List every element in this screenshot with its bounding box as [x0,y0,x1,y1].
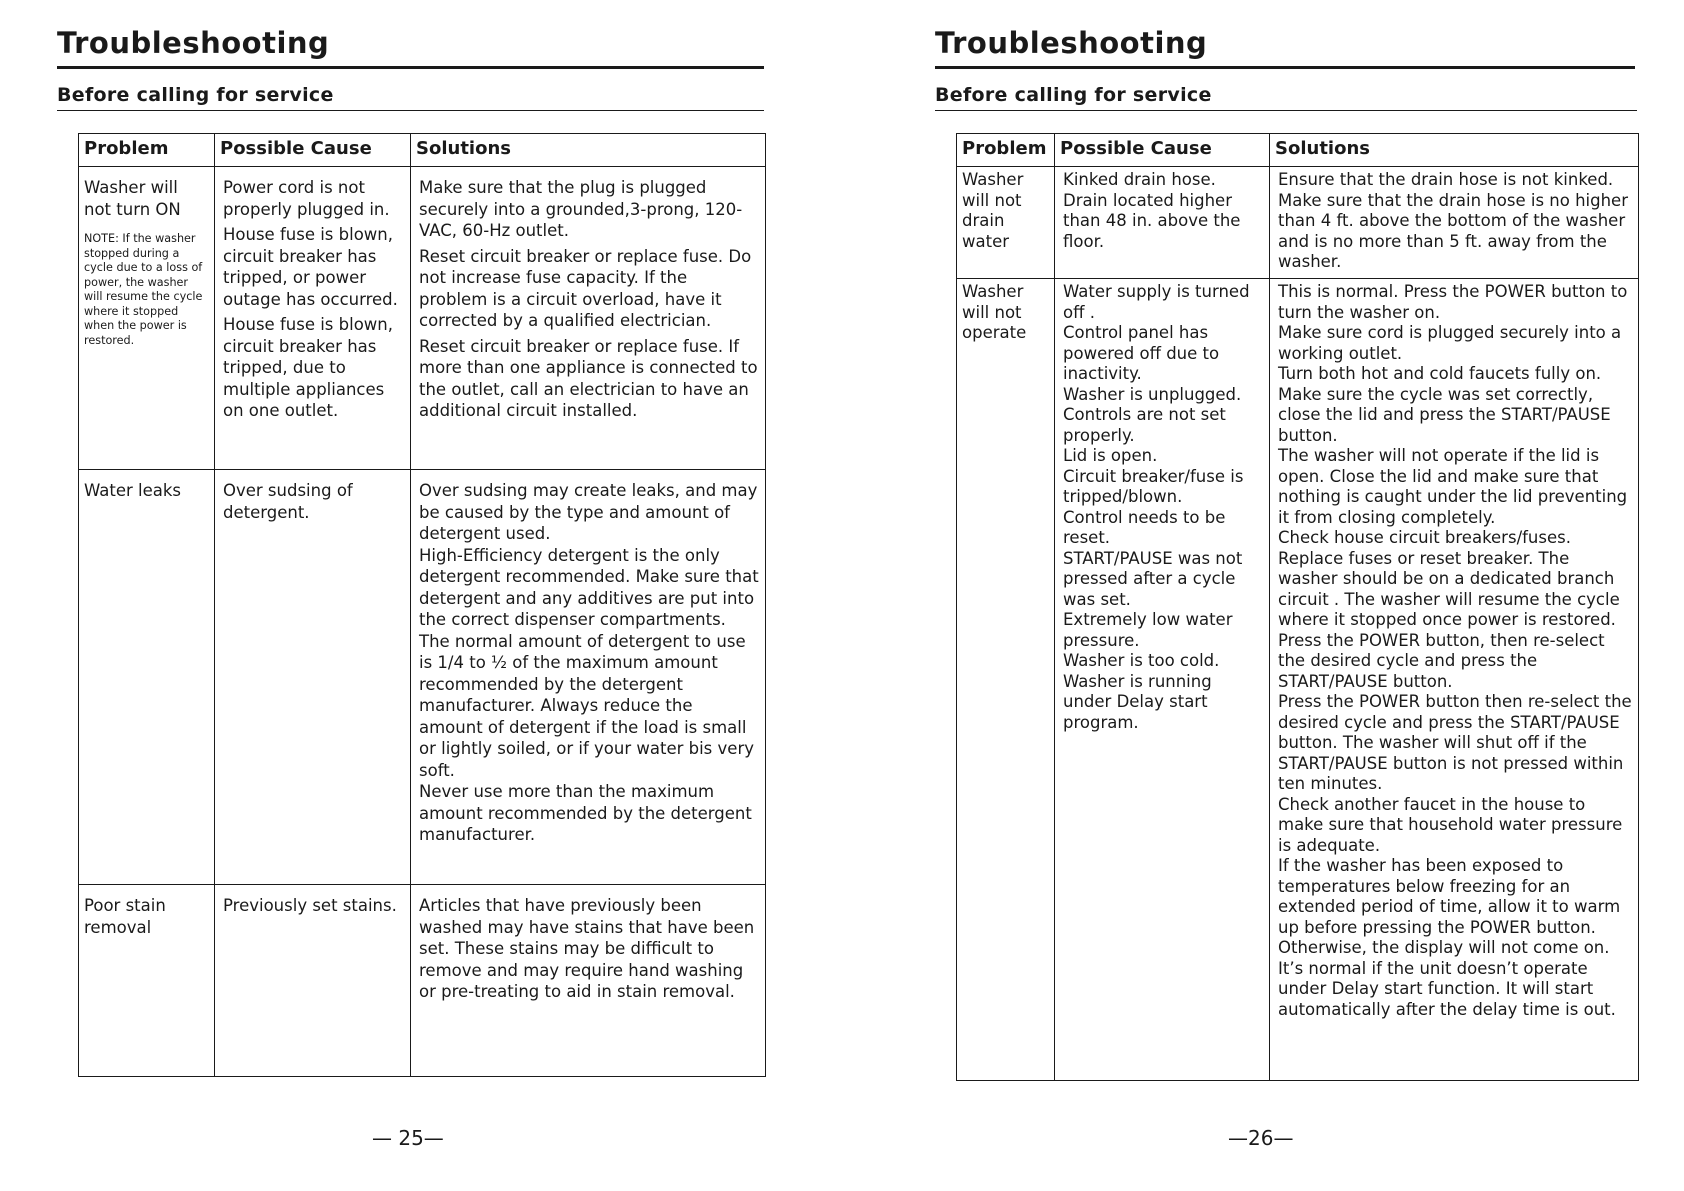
cause-cell [1055,167,1270,279]
solution-item: Ensure that the drain hose is not kinked. [1278,170,1614,189]
cause-item: Circuit breaker/fuse is tripped/blown. [1063,466,1244,506]
page-title: Troubleshooting [935,26,1208,60]
solution-item: Make sure cord is plugged securely into a working outlet. [1278,323,1622,363]
solution-item: Press the POWER button, then re-select the desired cycle and press the START/PAUSE button. [1278,630,1605,691]
cause-item: Water supply is turned off . [1063,282,1250,322]
solution-item: The normal amount of detergent to use is 1/4 to ½ of the maximum amount recommended by the detergent manufacturer. Always reduce the amount of detergent if the load is small or lightly soiled, or if your water bis very soft. [419,631,754,780]
note-text: NOTE: If the washer stopped during a cycle due to a loss of power, the washer will resume the cycle where it stopped when the power is restored. [84,232,203,347]
cause-item: Control needs to be reset. [1063,507,1226,547]
solution-item: High-Efficiency detergent is the only detergent recommended. Make sure that detergent and any additives are put into the correct dispenser compartments. [419,545,759,629]
cause-item: Washer is too cold. [1063,651,1220,670]
page-number: — 25— [372,1126,444,1150]
table-row [79,470,766,885]
title-divider [935,66,1635,69]
solution-item: If the washer has been exposed to temperatures below freezing for an extended period of time, allow it to warm up before pressing the POWER button. Otherwise, the display will not come on. [1278,856,1621,957]
cause-item: Kinked drain hose. [1063,170,1216,189]
troubleshooting-table [78,133,766,1077]
header-cause: Possible Cause [1055,134,1270,167]
problem-cell [957,167,1055,279]
problem-text: Washer will not drain water [962,170,1024,251]
header-cause: Possible Cause [215,134,411,167]
table-header-row [957,134,1639,167]
header-solutions: Solutions [1270,134,1639,167]
solution-item: Make sure the cycle was set correctly, close the lid and press the START/PAUSE button. [1278,384,1611,445]
cause-item: Washer is running under Delay start program. [1063,671,1212,732]
table-row [79,167,766,470]
solution-cell [411,885,766,1077]
solution-cell [411,167,766,470]
cause-cell [215,470,411,885]
problem-text: Washer will not operate [962,282,1027,342]
cause-cell [215,885,411,1077]
problem-cell [79,885,215,1077]
cause-cell [1055,279,1270,1081]
solution-cell [1270,279,1639,1081]
cause-item: House fuse is blown, circuit breaker has tripped, due to multiple appliances on one outlet. [223,315,393,420]
subtitle-divider [935,110,1637,111]
solution-item: This is normal. Press the POWER button to turn the washer on. [1278,282,1628,322]
cause-item: Washer is unplugged. [1063,384,1242,404]
header-solutions: Solutions [411,134,766,167]
header-problem: Problem [79,134,215,167]
solution-cell [1270,167,1639,279]
page-title: Troubleshooting [57,26,330,60]
problem-cell [79,470,215,885]
solution-cell [411,470,766,885]
solution-item: Press the POWER button then re-select the desired cycle and press the START/PAUSE button. The washer will shut off if the START/PAUSE button is not pressed within ten minutes. [1278,692,1632,793]
problem-cell [79,167,215,470]
title-divider [57,66,764,69]
solution-item: It’s normal if the unit doesn’t operate under Delay start function. It will start automatically after the delay time is out. [1278,958,1616,1019]
section-subtitle: Before calling for service [935,84,1212,106]
cause-item: Power cord is not properly plugged in. [223,178,390,219]
cause-item: START/PAUSE was not pressed after a cycle was set. [1063,548,1243,609]
solution-item: Reset circuit breaker or replace fuse. Do not increase fuse capacity. If the problem is a circuit overload, have it corrected by a qualified electrician. [419,246,752,330]
cause-item: Controls are not set properly. [1063,405,1226,445]
cause-item: Control panel has powered off due to inactivity. [1063,323,1220,383]
solution-item: Turn both hot and cold faucets fully on. [1278,364,1602,383]
page-number: —26— [1228,1126,1294,1150]
solution-item: Check house circuit breakers/fuses. Replace fuses or reset breaker. The washer should be on a dedicated branch circuit . The washer will resume the cycle where it stopped once power is restored. [1278,528,1620,629]
solution-item: Never use more than the maximum amount recommended by the detergent manufacturer. [419,782,752,844]
section-subtitle: Before calling for service [57,84,334,106]
cause-cell [215,167,411,470]
page-26 [842,0,1684,1191]
table-row [957,279,1639,1081]
table-row [79,885,766,1077]
cause-item: Drain located higher than 48 in. above the floor. [1063,190,1241,251]
table-row [957,167,1639,279]
cause-item: Extremely low water pressure. [1063,610,1233,650]
solution-item: The washer will not operate if the lid is open. Close the lid and make sure that nothing is caught under the lid preventing it from closing completely. [1278,446,1628,527]
cause-item: Previously set stains. [223,896,397,915]
solution-item: Reset circuit breaker or replace fuse. If more than one appliance is connected to the outlet, call an electrician to have an additional circuit installed. [419,336,758,420]
solution-item: Over sudsing may create leaks, and may be caused by the type and amount of detergent used. [419,481,758,543]
cause-item: Lid is open. [1063,446,1158,465]
cause-item: Over sudsing of detergent. [223,481,353,522]
problem-cell [957,279,1055,1081]
table-header-row [79,134,766,167]
cause-item: House fuse is blown, circuit breaker has tripped, or power outage has occurred. [223,225,398,309]
solution-item: Make sure that the drain hose is no higher than 4 ft. above the bottom of the washer and is no more than 5 ft. away from the washer. [1278,190,1628,271]
problem-text: Poor stain removal [84,896,166,937]
troubleshooting-table [956,133,1639,1081]
problem-text: Washer will not turn ON [84,178,181,219]
problem-text: Water leaks [84,481,182,500]
solution-item: Articles that have previously been washed may have stains that have been set. These stains may be difficult to remove and may require hand washing or pre-treating to aid in stain removal. [419,896,755,1001]
header-problem: Problem [957,134,1055,167]
subtitle-divider [57,110,764,111]
solution-item: Make sure that the plug is plugged securely into a grounded,3-prong, 120-VAC, 60-Hz outlet. [419,178,743,240]
solution-item: Check another faucet in the house to make sure that household water pressure is adequate. [1278,794,1623,855]
